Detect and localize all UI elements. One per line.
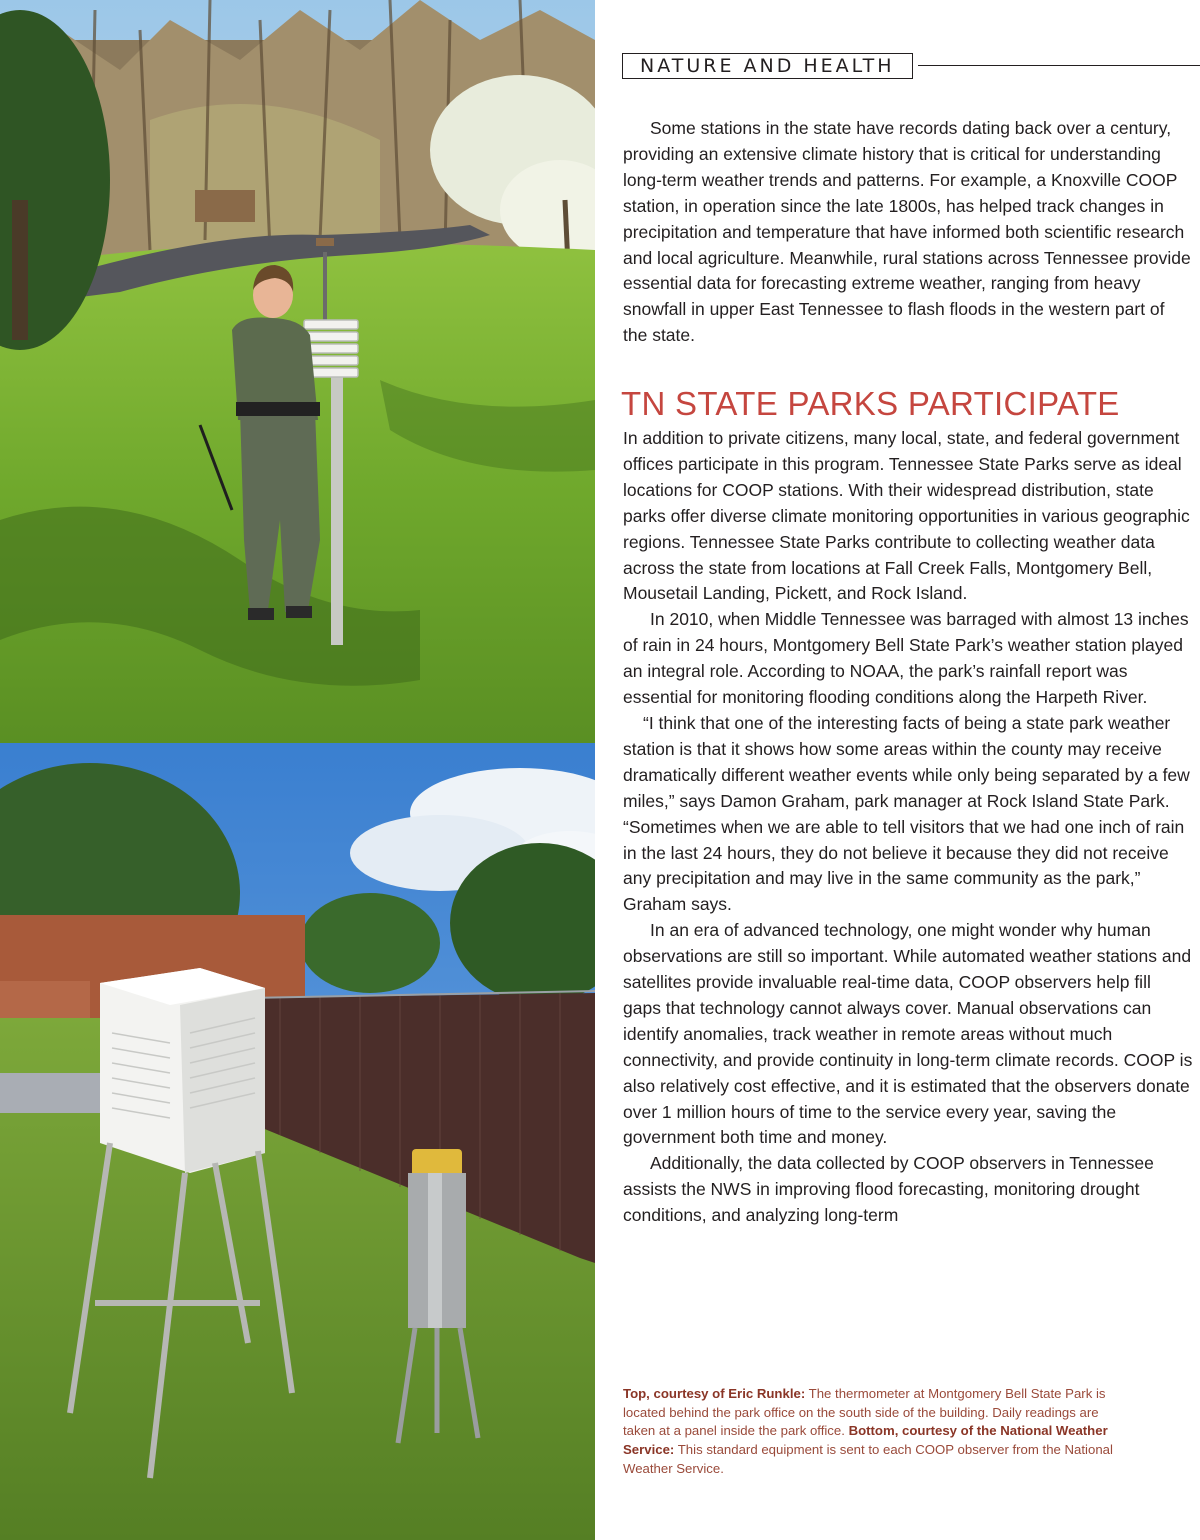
caption-top-label: Top, courtesy of Eric Runkle:	[623, 1386, 806, 1401]
caption-top-text: The thermometer at Montgomery Bell State Park is located behind the park office on the south side of the building. Daily readings are taken at a panel inside the park office.	[623, 1386, 1106, 1439]
intro-paragraph: Some stations in the state have records dating back over a century, providing an extensive climate history that is critical for understanding long-term weather trends and patterns. For example, a Knoxville COOP station, in operation since the late 1800s, has helped track changes in precipitation and temperature that have informed both scientific research and local agriculture. Meanwhile, rural stations across Tennessee provide essential data for forecasting extreme weather, ranging from heavy snowfall in upper East Tennessee to flash floods in the western part of the state.	[623, 118, 1191, 346]
body-paragraph: In an era of advanced technology, one might wonder why human observations are still so important. While automated weather stations and satellites provide invaluable real-time data, COOP observers help fill gaps that technology cannot always cover. Manual observations can identify anomalies, track weather in remote areas without much connectivity, and provide continuity in long-term climate records. COOP is also relatively cost effective, and it is estimated that the observers donate over 1 million hours of time to the service every year, saving the government both time and money.	[623, 920, 1193, 1148]
caption-bottom-label: Bottom, courtesy of the National Weather Service:	[623, 1423, 1108, 1458]
section-header: NATURE AND HEALTH	[622, 53, 913, 79]
caption-bottom-text: This standard equipment is sent to each COOP observer from the National Weather Service.	[623, 1442, 1113, 1476]
body-paragraph: Additionally, the data collected by COOP observers in Tennessee assists the NWS in improving flood forecasting, monitoring drought conditions, and analyzing long-term	[623, 1153, 1154, 1226]
photo-coop-equipment	[0, 743, 595, 1540]
body-paragraph: In 2010, when Middle Tennessee was barraged with almost 13 inches of rain in 24 hours, Montgomery Bell State Park’s weather station played an integral role. According to NOAA, the park’s rainfall report was essential for monitoring flooding conditions along the Harpeth River.	[623, 609, 1189, 708]
section-heading: TN STATE PARKS PARTICIPATE	[621, 385, 1120, 422]
body-paragraph: In addition to private citizens, many local, state, and federal government offices participate in this program. Tennessee State Parks serve as ideal locations for COOP stations. With their widespread distribution, state parks offer diverse climate monitoring opportunities in various geographic regions. Tennessee State Parks contribute to collecting weather data across the state from locations at Fall Creek Falls, Montgomery Bell, Mousetail Landing, Pickett, and Rock Island.	[623, 428, 1190, 604]
photo-caption	[623, 1385, 1123, 1479]
intro-text	[623, 116, 1193, 349]
photo-ranger-weather-station	[0, 0, 595, 743]
header-rule	[918, 65, 1200, 66]
body-text	[623, 426, 1193, 1229]
body-paragraph: “I think that one of the interesting facts of being a state park weather station is that it shows how some areas within the county may receive dramatically different weather events while only being separated by a few miles,” says Damon Graham, park manager at Rock Island State Park. “Sometimes when we are able to tell visitors that we had one inch of rain in the last 24 hours, they do not believe it because they did not receive any precipitation and may live in the same community as the park,” Graham says.	[623, 712, 1190, 915]
